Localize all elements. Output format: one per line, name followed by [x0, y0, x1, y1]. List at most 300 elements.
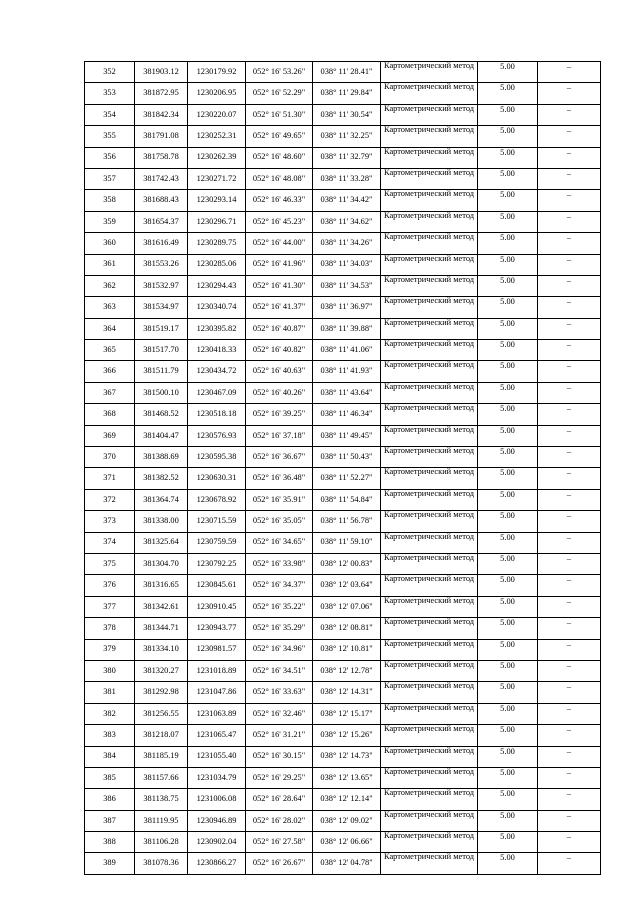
method-cell: Картометрический метод: [381, 660, 478, 681]
accuracy-cell: 5.00: [478, 168, 538, 189]
table-row: [85, 83, 601, 104]
table-row: [85, 147, 601, 168]
method-cell: Картометрический метод: [381, 682, 478, 703]
longitude-cell: 038° 11' 43.64": [313, 382, 381, 403]
longitude-cell: 038° 11' 32.25": [313, 126, 381, 147]
longitude-cell: 038° 11' 56.78": [313, 511, 381, 532]
point-number-cell: 358: [85, 190, 135, 211]
y-coordinate-cell: 1230395.82: [188, 318, 246, 339]
accuracy-cell: 5.00: [478, 575, 538, 596]
x-coordinate-cell: 381517.70: [135, 340, 188, 361]
method-cell: Картометрический метод: [381, 853, 478, 874]
longitude-cell: 038° 12' 03.64": [313, 575, 381, 596]
x-coordinate-cell: 381106.28: [135, 832, 188, 853]
x-coordinate-cell: 381468.52: [135, 404, 188, 425]
description-cell: –: [538, 254, 601, 275]
point-number-cell: 364: [85, 318, 135, 339]
table-row: [85, 682, 601, 703]
point-number-cell: 366: [85, 361, 135, 382]
longitude-cell: 038° 11' 34.42": [313, 190, 381, 211]
y-coordinate-cell: 1230595.38: [188, 447, 246, 468]
y-coordinate-cell: 1230340.74: [188, 297, 246, 318]
description-cell: –: [538, 404, 601, 425]
method-cell: Картометрический метод: [381, 746, 478, 767]
table-row: [85, 468, 601, 489]
description-cell: –: [538, 575, 601, 596]
latitude-cell: 052° 16' 41.37": [246, 297, 313, 318]
longitude-cell: 038° 11' 34.26": [313, 233, 381, 254]
table-row: [85, 596, 601, 617]
description-cell: –: [538, 639, 601, 660]
method-cell: Картометрический метод: [381, 511, 478, 532]
longitude-cell: 038° 12' 15.26": [313, 725, 381, 746]
accuracy-cell: 5.00: [478, 767, 538, 788]
y-coordinate-cell: 1230271.72: [188, 168, 246, 189]
y-coordinate-cell: 1230252.31: [188, 126, 246, 147]
description-cell: –: [538, 168, 601, 189]
point-number-cell: 354: [85, 104, 135, 125]
longitude-cell: 038° 11' 29.84": [313, 83, 381, 104]
x-coordinate-cell: 381903.12: [135, 62, 188, 83]
table-row: [85, 575, 601, 596]
point-number-cell: 377: [85, 596, 135, 617]
longitude-cell: 038° 11' 59.10": [313, 532, 381, 553]
x-coordinate-cell: 381138.75: [135, 789, 188, 810]
table-row: [85, 447, 601, 468]
longitude-cell: 038° 11' 41.93": [313, 361, 381, 382]
accuracy-cell: 5.00: [478, 532, 538, 553]
accuracy-cell: 5.00: [478, 789, 538, 810]
y-coordinate-cell: 1231034.79: [188, 767, 246, 788]
x-coordinate-cell: 381388.69: [135, 447, 188, 468]
longitude-cell: 038° 11' 30.54": [313, 104, 381, 125]
x-coordinate-cell: 381500.10: [135, 382, 188, 403]
latitude-cell: 052° 16' 45.23": [246, 211, 313, 232]
x-coordinate-cell: 381119.95: [135, 810, 188, 831]
accuracy-cell: 5.00: [478, 810, 538, 831]
longitude-cell: 038° 12' 12.78": [313, 660, 381, 681]
point-number-cell: 353: [85, 83, 135, 104]
latitude-cell: 052° 16' 44.00": [246, 233, 313, 254]
table-row: [85, 318, 601, 339]
latitude-cell: 052° 16' 29.25": [246, 767, 313, 788]
accuracy-cell: 5.00: [478, 340, 538, 361]
table-row: [85, 789, 601, 810]
y-coordinate-cell: 1230293.14: [188, 190, 246, 211]
x-coordinate-cell: 381654.37: [135, 211, 188, 232]
accuracy-cell: 5.00: [478, 703, 538, 724]
description-cell: –: [538, 361, 601, 382]
x-coordinate-cell: 381334.10: [135, 639, 188, 660]
method-cell: Картометрический метод: [381, 767, 478, 788]
x-coordinate-cell: 381256.55: [135, 703, 188, 724]
latitude-cell: 052° 16' 35.05": [246, 511, 313, 532]
point-number-cell: 373: [85, 511, 135, 532]
latitude-cell: 052° 16' 26.67": [246, 853, 313, 874]
y-coordinate-cell: 1230206.95: [188, 83, 246, 104]
x-coordinate-cell: 381338.00: [135, 511, 188, 532]
latitude-cell: 052° 16' 35.22": [246, 596, 313, 617]
table-row: [85, 511, 601, 532]
method-cell: Картометрический метод: [381, 553, 478, 574]
y-coordinate-cell: 1230262.39: [188, 147, 246, 168]
method-cell: Картометрический метод: [381, 810, 478, 831]
method-cell: Картометрический метод: [381, 318, 478, 339]
method-cell: Картометрический метод: [381, 254, 478, 275]
longitude-cell: 038° 11' 34.03": [313, 254, 381, 275]
table-row: [85, 233, 601, 254]
point-number-cell: 374: [85, 532, 135, 553]
table-row: [85, 725, 601, 746]
x-coordinate-cell: 381185.19: [135, 746, 188, 767]
y-coordinate-cell: 1230418.33: [188, 340, 246, 361]
x-coordinate-cell: 381320.27: [135, 660, 188, 681]
accuracy-cell: 5.00: [478, 425, 538, 446]
longitude-cell: 038° 12' 14.31": [313, 682, 381, 703]
x-coordinate-cell: 381758.78: [135, 147, 188, 168]
y-coordinate-cell: 1231006.08: [188, 789, 246, 810]
method-cell: Картометрический метод: [381, 703, 478, 724]
latitude-cell: 052° 16' 36.67": [246, 447, 313, 468]
y-coordinate-cell: 1230759.59: [188, 532, 246, 553]
description-cell: –: [538, 340, 601, 361]
method-cell: Картометрический метод: [381, 639, 478, 660]
accuracy-cell: 5.00: [478, 511, 538, 532]
accuracy-cell: 5.00: [478, 147, 538, 168]
x-coordinate-cell: 381342.61: [135, 596, 188, 617]
x-coordinate-cell: 381404.47: [135, 425, 188, 446]
point-number-cell: 362: [85, 275, 135, 296]
description-cell: –: [538, 126, 601, 147]
y-coordinate-cell: 1231047.86: [188, 682, 246, 703]
latitude-cell: 052° 16' 34.37": [246, 575, 313, 596]
description-cell: –: [538, 682, 601, 703]
description-cell: –: [538, 297, 601, 318]
description-cell: –: [538, 618, 601, 639]
accuracy-cell: 5.00: [478, 62, 538, 83]
accuracy-cell: 5.00: [478, 254, 538, 275]
description-cell: –: [538, 318, 601, 339]
method-cell: Картометрический метод: [381, 425, 478, 446]
y-coordinate-cell: 1230179.92: [188, 62, 246, 83]
description-cell: –: [538, 660, 601, 681]
description-cell: –: [538, 447, 601, 468]
y-coordinate-cell: 1230434.72: [188, 361, 246, 382]
description-cell: –: [538, 489, 601, 510]
method-cell: Картометрический метод: [381, 489, 478, 510]
latitude-cell: 052° 16' 28.64": [246, 789, 313, 810]
longitude-cell: 038° 12' 13.65": [313, 767, 381, 788]
description-cell: –: [538, 810, 601, 831]
table-row: [85, 532, 601, 553]
method-cell: Картометрический метод: [381, 147, 478, 168]
method-cell: Картометрический метод: [381, 168, 478, 189]
table-row: [85, 254, 601, 275]
latitude-cell: 052° 16' 52.29": [246, 83, 313, 104]
latitude-cell: 052° 16' 40.82": [246, 340, 313, 361]
point-number-cell: 387: [85, 810, 135, 831]
y-coordinate-cell: 1231018.89: [188, 660, 246, 681]
method-cell: Картометрический метод: [381, 104, 478, 125]
longitude-cell: 038° 11' 54.84": [313, 489, 381, 510]
latitude-cell: 052° 16' 35.29": [246, 618, 313, 639]
description-cell: –: [538, 425, 601, 446]
y-coordinate-cell: 1230467.09: [188, 382, 246, 403]
accuracy-cell: 5.00: [478, 297, 538, 318]
point-number-cell: 355: [85, 126, 135, 147]
table-row: [85, 639, 601, 660]
x-coordinate-cell: 381344.71: [135, 618, 188, 639]
longitude-cell: 038° 12' 00.83": [313, 553, 381, 574]
y-coordinate-cell: 1230715.59: [188, 511, 246, 532]
latitude-cell: 052° 16' 28.02": [246, 810, 313, 831]
accuracy-cell: 5.00: [478, 361, 538, 382]
method-cell: Картометрический метод: [381, 575, 478, 596]
longitude-cell: 038° 11' 33.28": [313, 168, 381, 189]
table-row: [85, 275, 601, 296]
x-coordinate-cell: 381532.97: [135, 275, 188, 296]
latitude-cell: 052° 16' 34.65": [246, 532, 313, 553]
table-row: [85, 211, 601, 232]
x-coordinate-cell: 381511.79: [135, 361, 188, 382]
longitude-cell: 038° 12' 10.81": [313, 639, 381, 660]
point-number-cell: 372: [85, 489, 135, 510]
description-cell: –: [538, 767, 601, 788]
method-cell: Картометрический метод: [381, 789, 478, 810]
method-cell: Картометрический метод: [381, 382, 478, 403]
description-cell: –: [538, 468, 601, 489]
latitude-cell: 052° 16' 33.63": [246, 682, 313, 703]
latitude-cell: 052° 16' 48.08": [246, 168, 313, 189]
accuracy-cell: 5.00: [478, 832, 538, 853]
point-number-cell: 360: [85, 233, 135, 254]
point-number-cell: 365: [85, 340, 135, 361]
table-row: [85, 618, 601, 639]
longitude-cell: 038° 12' 14.73": [313, 746, 381, 767]
longitude-cell: 038° 11' 36.97": [313, 297, 381, 318]
x-coordinate-cell: 381534.97: [135, 297, 188, 318]
longitude-cell: 038° 11' 50.43": [313, 447, 381, 468]
accuracy-cell: 5.00: [478, 404, 538, 425]
table-row: [85, 746, 601, 767]
accuracy-cell: 5.00: [478, 382, 538, 403]
description-cell: –: [538, 83, 601, 104]
y-coordinate-cell: 1231063.89: [188, 703, 246, 724]
longitude-cell: 038° 12' 04.78": [313, 853, 381, 874]
y-coordinate-cell: 1230296.71: [188, 211, 246, 232]
x-coordinate-cell: 381325.64: [135, 532, 188, 553]
latitude-cell: 052° 16' 48.60": [246, 147, 313, 168]
table-row: [85, 297, 601, 318]
y-coordinate-cell: 1230792.25: [188, 553, 246, 574]
method-cell: Картометрический метод: [381, 340, 478, 361]
y-coordinate-cell: 1231055.40: [188, 746, 246, 767]
longitude-cell: 038° 11' 52.27": [313, 468, 381, 489]
x-coordinate-cell: 381872.95: [135, 83, 188, 104]
method-cell: Картометрический метод: [381, 62, 478, 83]
point-number-cell: 363: [85, 297, 135, 318]
point-number-cell: 379: [85, 639, 135, 660]
description-cell: –: [538, 275, 601, 296]
description-cell: –: [538, 532, 601, 553]
description-cell: –: [538, 703, 601, 724]
x-coordinate-cell: 381304.70: [135, 553, 188, 574]
table-row: [85, 810, 601, 831]
latitude-cell: 052° 16' 40.87": [246, 318, 313, 339]
x-coordinate-cell: 381157.66: [135, 767, 188, 788]
y-coordinate-cell: 1230518.18: [188, 404, 246, 425]
table-row: [85, 168, 601, 189]
coordinates-table: [84, 61, 601, 875]
x-coordinate-cell: 381316.65: [135, 575, 188, 596]
method-cell: Картометрический метод: [381, 404, 478, 425]
latitude-cell: 052° 16' 32.46": [246, 703, 313, 724]
description-cell: –: [538, 832, 601, 853]
y-coordinate-cell: 1231065.47: [188, 725, 246, 746]
latitude-cell: 052° 16' 34.96": [246, 639, 313, 660]
y-coordinate-cell: 1230943.77: [188, 618, 246, 639]
point-number-cell: 367: [85, 382, 135, 403]
latitude-cell: 052° 16' 46.33": [246, 190, 313, 211]
description-cell: –: [538, 233, 601, 254]
point-number-cell: 370: [85, 447, 135, 468]
accuracy-cell: 5.00: [478, 190, 538, 211]
latitude-cell: 052° 16' 37.18": [246, 425, 313, 446]
x-coordinate-cell: 381688.43: [135, 190, 188, 211]
table-row: [85, 553, 601, 574]
x-coordinate-cell: 381382.52: [135, 468, 188, 489]
accuracy-cell: 5.00: [478, 618, 538, 639]
x-coordinate-cell: 381742.43: [135, 168, 188, 189]
longitude-cell: 038° 12' 06.66": [313, 832, 381, 853]
latitude-cell: 052° 16' 51.30": [246, 104, 313, 125]
latitude-cell: 052° 16' 33.98": [246, 553, 313, 574]
y-coordinate-cell: 1230845.61: [188, 575, 246, 596]
method-cell: Картометрический метод: [381, 233, 478, 254]
table-body: [85, 62, 601, 875]
x-coordinate-cell: 381218.07: [135, 725, 188, 746]
y-coordinate-cell: 1230910.45: [188, 596, 246, 617]
point-number-cell: 369: [85, 425, 135, 446]
table-row: [85, 832, 601, 853]
table-row: [85, 660, 601, 681]
accuracy-cell: 5.00: [478, 104, 538, 125]
description-cell: –: [538, 62, 601, 83]
latitude-cell: 052° 16' 27.58": [246, 832, 313, 853]
longitude-cell: 038° 11' 39.88": [313, 318, 381, 339]
method-cell: Картометрический метод: [381, 190, 478, 211]
x-coordinate-cell: 381519.17: [135, 318, 188, 339]
description-cell: –: [538, 382, 601, 403]
point-number-cell: 357: [85, 168, 135, 189]
table-row: [85, 382, 601, 403]
x-coordinate-cell: 381292.98: [135, 682, 188, 703]
y-coordinate-cell: 1230630.31: [188, 468, 246, 489]
accuracy-cell: 5.00: [478, 468, 538, 489]
x-coordinate-cell: 381842.34: [135, 104, 188, 125]
table-row: [85, 62, 601, 83]
point-number-cell: 352: [85, 62, 135, 83]
point-number-cell: 368: [85, 404, 135, 425]
table-row: [85, 190, 601, 211]
description-cell: –: [538, 511, 601, 532]
latitude-cell: 052° 16' 35.91": [246, 489, 313, 510]
latitude-cell: 052° 16' 34.51": [246, 660, 313, 681]
method-cell: Картометрический метод: [381, 211, 478, 232]
latitude-cell: 052° 16' 31.21": [246, 725, 313, 746]
method-cell: Картометрический метод: [381, 725, 478, 746]
x-coordinate-cell: 381616.49: [135, 233, 188, 254]
accuracy-cell: 5.00: [478, 596, 538, 617]
method-cell: Картометрический метод: [381, 447, 478, 468]
accuracy-cell: 5.00: [478, 233, 538, 254]
latitude-cell: 052° 16' 49.65": [246, 126, 313, 147]
point-number-cell: 383: [85, 725, 135, 746]
point-number-cell: 386: [85, 789, 135, 810]
accuracy-cell: 5.00: [478, 489, 538, 510]
table-row: [85, 404, 601, 425]
point-number-cell: 381: [85, 682, 135, 703]
accuracy-cell: 5.00: [478, 318, 538, 339]
y-coordinate-cell: 1230981.57: [188, 639, 246, 660]
point-number-cell: 375: [85, 553, 135, 574]
longitude-cell: 038° 11' 34.62": [313, 211, 381, 232]
method-cell: Картометрический метод: [381, 596, 478, 617]
table-row: [85, 767, 601, 788]
method-cell: Картометрический метод: [381, 126, 478, 147]
table-row: [85, 126, 601, 147]
accuracy-cell: 5.00: [478, 211, 538, 232]
accuracy-cell: 5.00: [478, 639, 538, 660]
y-coordinate-cell: 1230946.89: [188, 810, 246, 831]
accuracy-cell: 5.00: [478, 126, 538, 147]
latitude-cell: 052° 16' 39.25": [246, 404, 313, 425]
point-number-cell: 384: [85, 746, 135, 767]
longitude-cell: 038° 11' 34.53": [313, 275, 381, 296]
description-cell: –: [538, 746, 601, 767]
accuracy-cell: 5.00: [478, 447, 538, 468]
x-coordinate-cell: 381553.26: [135, 254, 188, 275]
y-coordinate-cell: 1230902.04: [188, 832, 246, 853]
longitude-cell: 038° 11' 28.41": [313, 62, 381, 83]
accuracy-cell: 5.00: [478, 83, 538, 104]
table-row: [85, 489, 601, 510]
method-cell: Картометрический метод: [381, 618, 478, 639]
table-row: [85, 425, 601, 446]
description-cell: –: [538, 104, 601, 125]
latitude-cell: 052° 16' 36.48": [246, 468, 313, 489]
method-cell: Картометрический метод: [381, 297, 478, 318]
latitude-cell: 052° 16' 40.26": [246, 382, 313, 403]
accuracy-cell: 5.00: [478, 682, 538, 703]
latitude-cell: 052° 16' 41.30": [246, 275, 313, 296]
table-row: [85, 104, 601, 125]
x-coordinate-cell: 381364.74: [135, 489, 188, 510]
accuracy-cell: 5.00: [478, 746, 538, 767]
description-cell: –: [538, 853, 601, 874]
accuracy-cell: 5.00: [478, 553, 538, 574]
description-cell: –: [538, 553, 601, 574]
longitude-cell: 038° 12' 12.14": [313, 789, 381, 810]
y-coordinate-cell: 1230285.06: [188, 254, 246, 275]
table-row: [85, 703, 601, 724]
x-coordinate-cell: 381791.08: [135, 126, 188, 147]
point-number-cell: 382: [85, 703, 135, 724]
point-number-cell: 361: [85, 254, 135, 275]
accuracy-cell: 5.00: [478, 725, 538, 746]
method-cell: Картометрический метод: [381, 275, 478, 296]
description-cell: –: [538, 789, 601, 810]
